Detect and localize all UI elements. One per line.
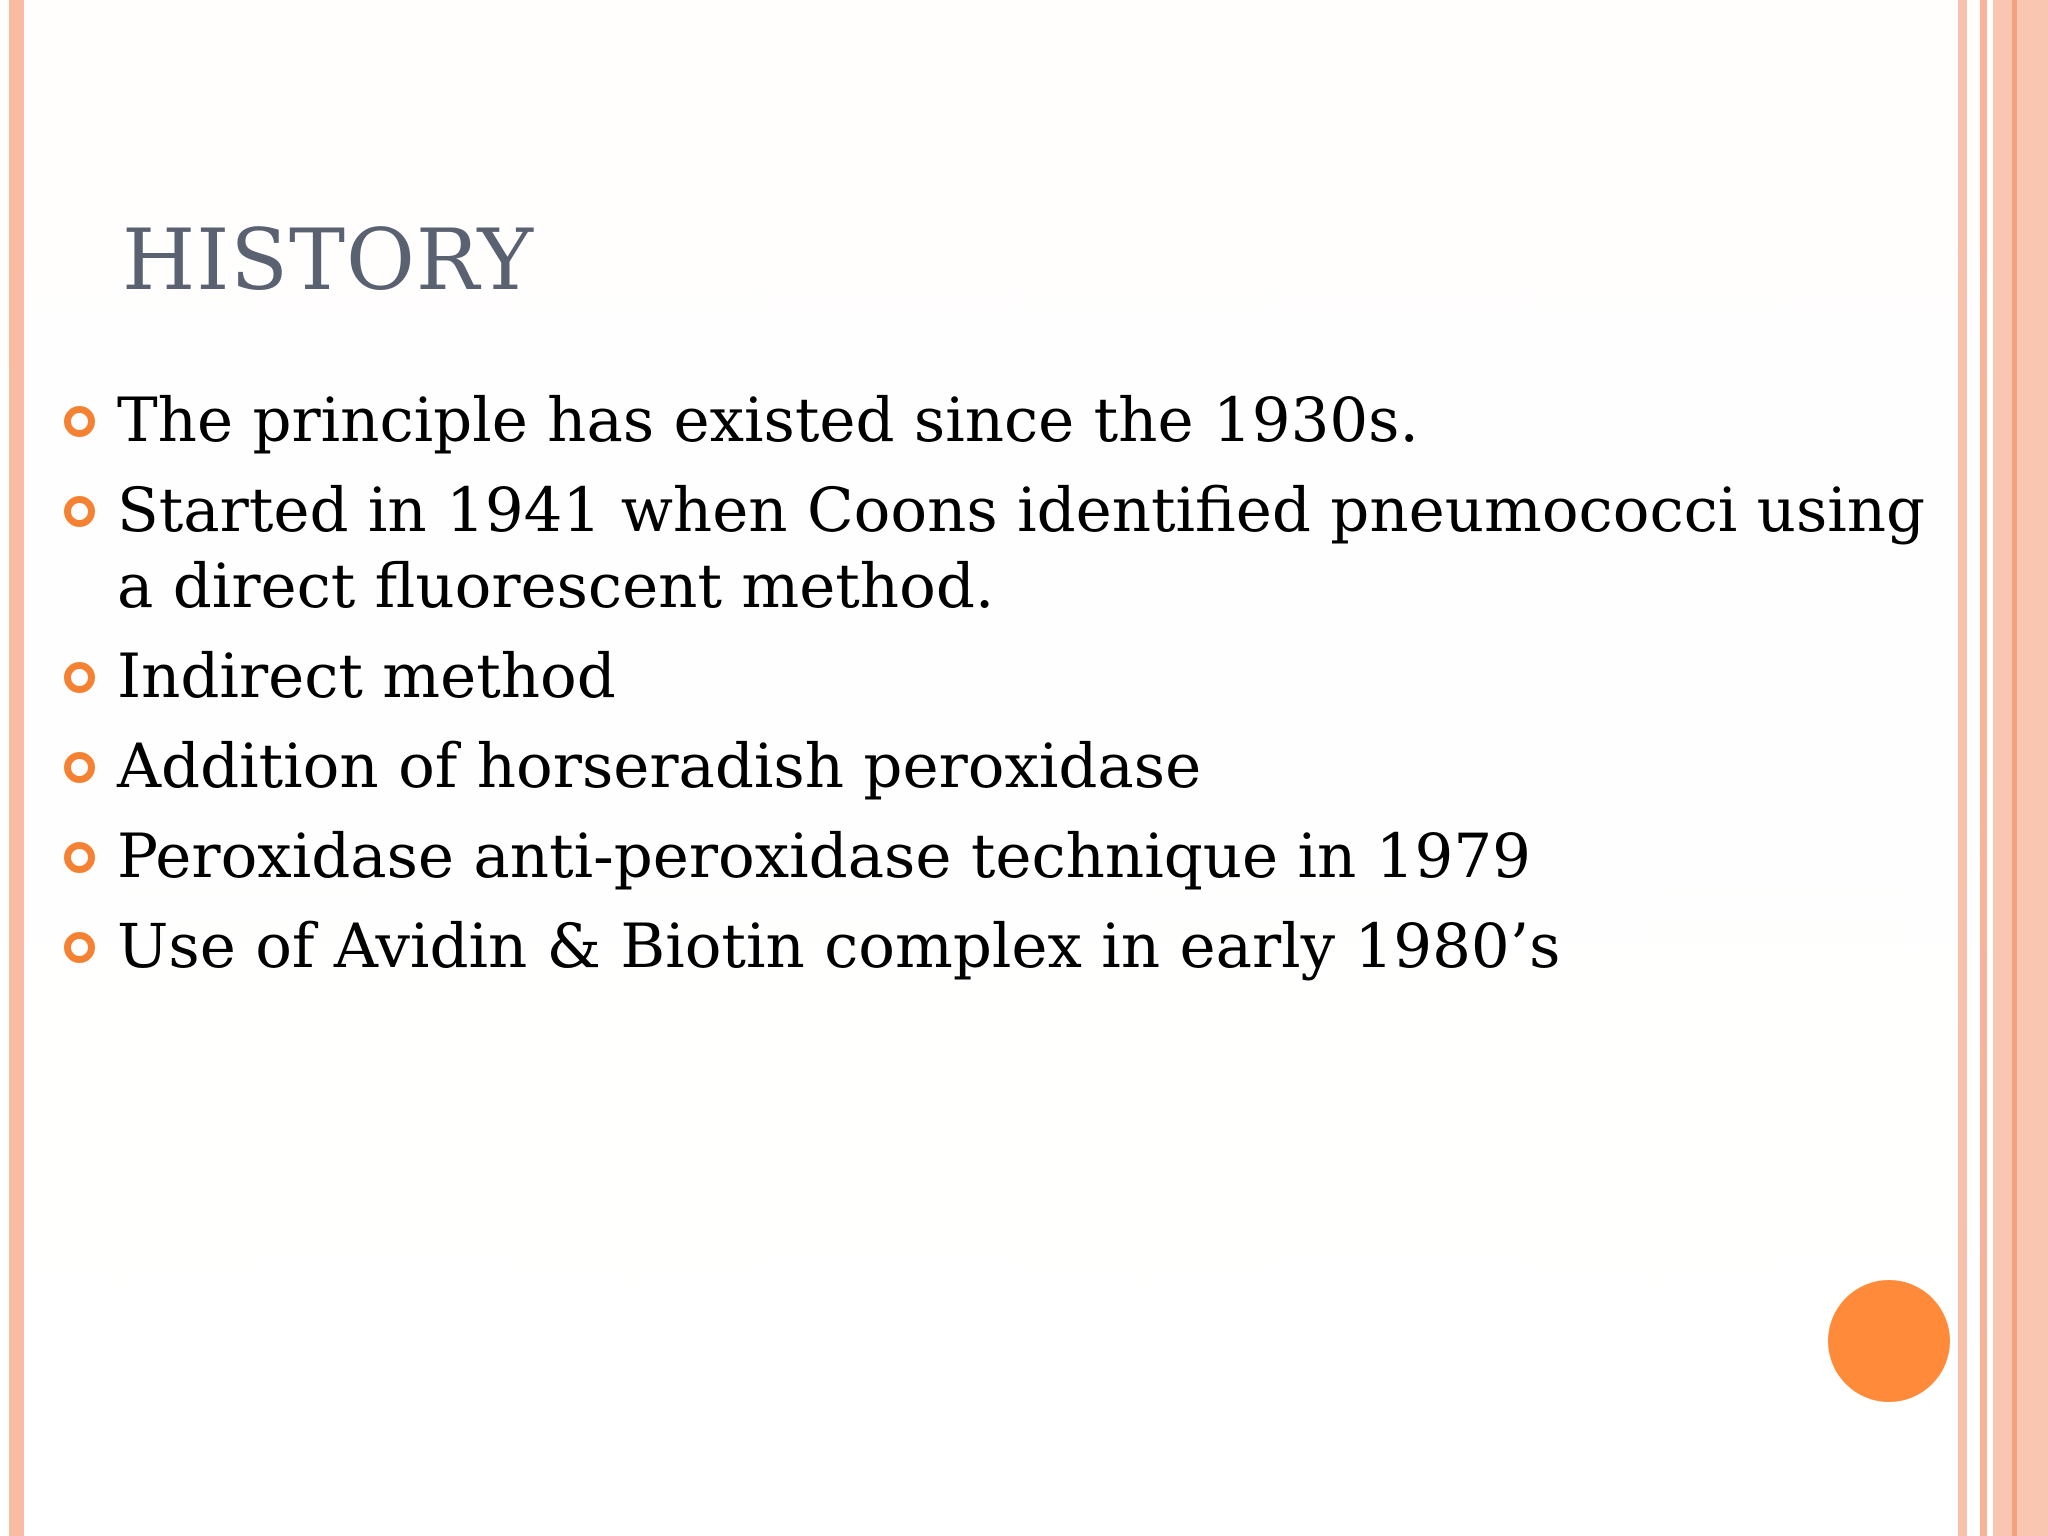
bullet-text: Addition of horseradish peroxidase <box>117 731 1202 802</box>
right-border-line-secondary <box>1980 0 1987 1536</box>
ring-bullet-icon <box>64 932 95 963</box>
bullet-item <box>0 639 1960 715</box>
right-border-band <box>1993 0 2048 1536</box>
bullet-item <box>0 819 1960 895</box>
ring-bullet-icon <box>64 496 95 527</box>
bullet-text: The principle has existed since the 1930s. <box>117 385 1419 456</box>
bullet-list <box>0 383 1960 999</box>
bullet-item <box>0 383 1960 459</box>
decorative-orange-circle <box>1828 1280 1950 1402</box>
ring-bullet-icon <box>64 752 95 783</box>
bullet-item <box>0 729 1960 805</box>
bullet-text: Indirect method <box>117 641 616 712</box>
bullet-item <box>0 473 1960 625</box>
slide-title: HISTORY <box>122 211 534 309</box>
bullet-item <box>0 909 1960 985</box>
ring-bullet-icon <box>64 842 95 873</box>
bullet-text: Peroxidase anti-peroxidase technique in 1979 <box>117 821 1531 892</box>
ring-bullet-icon <box>64 662 95 693</box>
bullet-text: Use of Avidin & Biotin complex in early 1980’s <box>117 911 1561 982</box>
ring-bullet-icon <box>64 406 95 437</box>
right-border-band-line <box>2012 0 2017 1536</box>
bullet-text: Started in 1941 when Coons identified pneumococci using a direct fluorescent method. <box>117 475 1926 622</box>
